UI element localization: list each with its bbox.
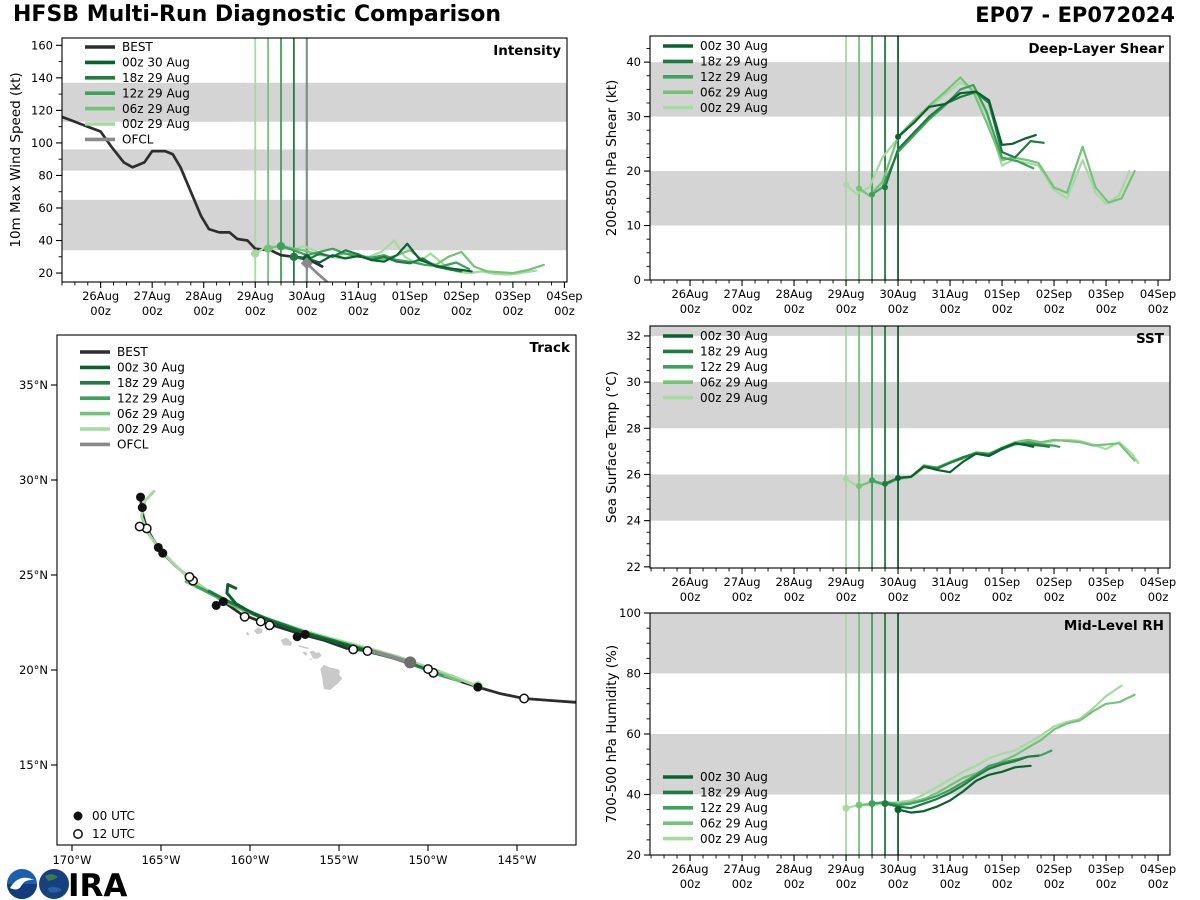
x-tick-label: 31Aug [339, 289, 377, 303]
x-tick-label-hour: 00z [679, 877, 701, 891]
x-tick-label-hour: 00z [991, 302, 1013, 316]
panel-rh [604, 606, 1176, 891]
x-tick-label: 04Sep [1139, 287, 1177, 301]
island-shape [281, 638, 292, 646]
track-BEST [141, 497, 576, 702]
legend-label-00z30: 00z 30 Aug [117, 360, 185, 375]
legend-label-18z29: 18z 29 Aug [700, 54, 768, 69]
best-fix-12utc [265, 621, 273, 629]
legend [80, 345, 185, 451]
x-tick-label: 29Aug [236, 289, 274, 303]
init-dot-06z29 [856, 802, 863, 809]
x-tick-label-hour: 00z [887, 302, 909, 316]
best-fix-12utc [363, 647, 371, 655]
best-fix-00utc [473, 683, 482, 692]
island-shape [298, 645, 309, 649]
y-tick-label: 20 [38, 266, 53, 281]
ofcl-start-dot [404, 656, 416, 668]
island-shape [254, 627, 263, 634]
x-tick-label: 04Sep [1139, 862, 1177, 876]
init-dot-06z29 [856, 483, 862, 489]
lon-tick-label: 170°W [52, 853, 92, 867]
init-dot-12z29 [869, 191, 875, 197]
y-axis-label: 200-850 hPa Shear (kt) [604, 79, 620, 237]
x-tick-label: 31Aug [931, 862, 969, 876]
panel-track [19, 335, 576, 867]
legend-label-06z29: 06z 29 Aug [700, 816, 768, 831]
y-tick-label: 20 [626, 164, 641, 179]
lat-tick-label: 25°N [19, 568, 48, 582]
best-fix-12utc [256, 617, 264, 625]
x-tick-label: 28Aug [775, 575, 813, 589]
lon-tick-label: 155°W [319, 853, 359, 867]
lon-tick-label: 150°W [408, 853, 448, 867]
x-tick-label: 26Aug [671, 862, 709, 876]
x-tick-label-hour: 00z [887, 877, 909, 891]
panel-title-intensity: Intensity [493, 43, 561, 59]
x-tick-label: 01Sep [983, 575, 1021, 589]
legend-label-00z29: 00z 29 Aug [700, 390, 768, 405]
marker-legend-open-icon [74, 830, 82, 838]
best-fix-00utc [138, 503, 147, 512]
noaa-logo [7, 869, 37, 899]
x-tick-label: 31Aug [931, 575, 969, 589]
track-00z30 [227, 585, 410, 663]
x-tick-label-hour: 00z [1043, 302, 1065, 316]
legend-label-00z30: 00z 30 Aug [700, 770, 768, 785]
panel-title-shear: Deep-Layer Shear [1028, 41, 1164, 57]
best-fix-12utc [135, 522, 143, 530]
y-tick-label: 140 [31, 70, 53, 85]
x-tick-label-hour: 00z [939, 877, 961, 891]
y-tick-label: 60 [38, 200, 53, 215]
x-tick-label-hour: 00z [731, 302, 753, 316]
lat-tick-label: 15°N [19, 758, 48, 772]
best-fix-00utc [136, 493, 145, 502]
legend-label-00z30: 00z 30 Aug [122, 55, 190, 70]
legend-label-BEST: BEST [122, 40, 153, 55]
x-tick-label-hour: 00z [991, 877, 1013, 891]
x-tick-label-hour: 00z [193, 304, 215, 318]
island-shape [320, 665, 342, 690]
y-tick-label: 60 [626, 727, 641, 741]
x-tick-label: 01Sep [391, 289, 428, 303]
x-tick-label: 29Aug [827, 575, 865, 589]
x-tick-label: 01Sep [983, 287, 1021, 301]
best-fix-12utc [424, 665, 432, 673]
x-tick-label: 27Aug [723, 287, 761, 301]
legend-label-06z29: 06z 29 Aug [700, 375, 768, 390]
init-dot-00z29 [843, 476, 849, 482]
track-OFCL [368, 650, 411, 662]
marker-legend [74, 809, 135, 841]
x-tick-label-hour: 00z [141, 304, 163, 318]
cira-logo [39, 868, 127, 900]
map-content [135, 491, 575, 702]
lon-tick-label: 160°W [230, 853, 270, 867]
lat-tick-label: 30°N [19, 473, 48, 487]
shaded-band [62, 200, 567, 250]
x-tick-label-hour: 00z [783, 877, 805, 891]
lon-tick-label: 165°W [141, 853, 181, 867]
shaded-band [62, 149, 567, 170]
x-tick-label: 02Sep [443, 289, 480, 303]
x-tick-label-hour: 00z [783, 302, 805, 316]
legend-label-18z29: 18z 29 Aug [700, 785, 768, 800]
legend-label-12z29: 12z 29 Aug [700, 801, 768, 815]
init-dot-12z29 [277, 242, 285, 250]
legend-label-00z30: 00z 30 Aug [700, 39, 768, 54]
x-tick-label-hour: 00z [90, 304, 111, 318]
x-tick-label: 26Aug [671, 287, 709, 301]
island-shape [303, 651, 308, 656]
y-tick-label: 160 [31, 38, 53, 53]
x-tick-label: 02Sep [1035, 575, 1073, 589]
y-tick-label: 80 [38, 168, 53, 183]
best-fix-12utc [349, 645, 357, 653]
island-shape [246, 632, 249, 637]
y-tick-label: 120 [31, 103, 53, 118]
y-tick-label: 80 [626, 666, 641, 681]
init-dot-00z30 [895, 475, 901, 481]
x-tick-label-hour: 00z [399, 304, 421, 318]
x-tick-label: 03Sep [1087, 862, 1125, 876]
y-tick-label: 30 [626, 375, 641, 390]
x-tick-label-hour: 00z [347, 304, 369, 318]
legend-label-00z30: 00z 30 Aug [700, 329, 768, 344]
best-fix-00utc [293, 632, 302, 641]
panel-sst [604, 326, 1176, 604]
y-tick-label: 40 [626, 55, 641, 70]
x-tick-label: 29Aug [827, 287, 865, 301]
lat-tick-label: 20°N [19, 663, 48, 677]
x-tick-label: 26Aug [82, 289, 120, 303]
y-tick-label: 20 [626, 848, 641, 862]
panel-title-sst: SST [1135, 331, 1164, 347]
x-tick-label-hour: 00z [451, 304, 472, 318]
x-tick-label: 30Aug [879, 575, 917, 589]
x-tick-label-hour: 00z [731, 590, 753, 604]
best-fix-00utc [301, 630, 310, 639]
y-tick-label: 40 [626, 787, 641, 802]
island-shape [309, 658, 311, 660]
best-fix-00utc [212, 601, 221, 610]
init-dot-00z30 [895, 806, 902, 813]
x-tick-label-hour: 00z [1095, 877, 1117, 891]
legend-label-18z29: 18z 29 Aug [122, 71, 190, 85]
y-axis-label: 700-500 hPa Humidity (%) [604, 644, 620, 824]
figure-title: HFSB Multi-Run Diagnostic Comparison [13, 2, 501, 27]
y-axis-label: Sea Surface Temp (°C) [604, 370, 620, 524]
lon-tick-label: 145°W [497, 853, 537, 867]
x-tick-label: 27Aug [133, 289, 171, 303]
best-fix-00utc [154, 543, 163, 552]
x-tick-label-hour: 00z [244, 304, 266, 318]
panel-shear [604, 36, 1176, 316]
y-axis-label: 10m Max Wind Speed (kt) [8, 72, 24, 248]
y-tick-label: 26 [626, 467, 641, 482]
legend-label-OFCL: OFCL [122, 132, 154, 147]
init-dot-00z29 [843, 805, 850, 812]
panel-title-track: Track [529, 340, 570, 356]
y-tick-label: 30 [626, 109, 641, 124]
legend-label-00z29: 00z 29 Aug [700, 831, 768, 846]
x-tick-label: 02Sep [1035, 862, 1073, 876]
y-tick-label: 10 [626, 218, 641, 233]
init-dot-00z29 [251, 249, 259, 257]
x-tick-label-hour: 00z [835, 590, 857, 604]
series-intensity-OFCL [307, 263, 330, 284]
init-dot-18z29 [882, 481, 888, 487]
x-tick-label-hour: 00z [502, 304, 524, 318]
x-tick-label: 30Aug [879, 862, 917, 876]
x-tick-label: 29Aug [827, 862, 865, 876]
x-tick-label-hour: 00z [991, 590, 1013, 604]
init-dot-12z29 [869, 800, 876, 807]
x-tick-label-hour: 00z [1147, 877, 1169, 891]
x-tick-label: 28Aug [775, 287, 813, 301]
legend-label-18z29: 18z 29 Aug [117, 376, 185, 390]
legend-label-06z29: 06z 29 Aug [700, 85, 768, 100]
init-dot-18z29 [290, 253, 298, 261]
marker-legend-label: 00 UTC [92, 809, 135, 824]
x-tick-label: 27Aug [723, 575, 761, 589]
marker-legend-label: 12 UTC [92, 827, 135, 842]
storm-id-title: EP07 - EP072024 [975, 3, 1175, 27]
x-tick-label-hour: 00z [1095, 302, 1117, 316]
x-tick-label: 03Sep [494, 289, 532, 303]
track-00z29 [141, 491, 477, 686]
init-dot-12z29 [869, 477, 875, 483]
init-dot-18z29 [882, 184, 888, 190]
y-tick-label: 0 [633, 273, 641, 287]
y-tick-label: 32 [626, 328, 641, 343]
x-tick-label: 03Sep [1087, 287, 1125, 301]
shaded-band [650, 474, 1170, 520]
x-tick-label: 28Aug [185, 289, 223, 303]
legend-label-00z29: 00z 29 Aug [122, 117, 190, 132]
panel-title-rh: Mid-Level RH [1063, 618, 1164, 634]
x-tick-label: 01Sep [983, 862, 1021, 876]
legend-label-00z29: 00z 29 Aug [700, 100, 768, 115]
x-tick-label-hour: 00z [731, 877, 753, 891]
x-tick-label: 27Aug [723, 862, 761, 876]
x-tick-label-hour: 00z [939, 302, 961, 316]
init-dot-18z29 [882, 800, 889, 807]
x-tick-label-hour: 00z [1043, 590, 1065, 604]
x-tick-label: 30Aug [879, 287, 917, 301]
y-tick-label: 100 [619, 606, 641, 620]
legend-label-12z29: 12z 29 Aug [700, 360, 768, 374]
init-dot-06z29 [264, 244, 272, 252]
x-tick-label-hour: 00z [1147, 590, 1169, 604]
x-tick-label-hour: 00z [939, 590, 961, 604]
best-fix-12utc [240, 613, 248, 621]
best-fix-12utc [185, 573, 193, 581]
legend-label-12z29: 12z 29 Aug [122, 86, 190, 101]
x-tick-label-hour: 00z [1147, 302, 1169, 316]
legend-label-06z29: 06z 29 Aug [122, 101, 190, 116]
x-tick-label-hour: 00z [679, 302, 701, 316]
x-tick-label-hour: 00z [835, 302, 857, 316]
x-tick-label-hour: 00z [554, 304, 575, 318]
x-tick-label-hour: 00z [835, 877, 857, 891]
x-tick-label: 02Sep [1035, 287, 1073, 301]
island-shape [310, 650, 322, 658]
x-tick-label: 31Aug [931, 287, 969, 301]
lat-tick-label: 35°N [19, 378, 48, 392]
init-dot-06z29 [856, 186, 862, 192]
x-tick-label-hour: 00z [1043, 877, 1065, 891]
x-tick-label: 04Sep [1139, 575, 1177, 589]
x-tick-label-hour: 00z [783, 590, 805, 604]
x-tick-label-hour: 00z [887, 590, 909, 604]
x-tick-label: 03Sep [1087, 575, 1125, 589]
legend-label-00z29: 00z 29 Aug [117, 422, 185, 437]
best-fix-12utc [520, 694, 528, 702]
footer-logos [7, 868, 127, 900]
legend-label-12z29: 12z 29 Aug [117, 391, 185, 406]
x-tick-label-hour: 00z [679, 590, 701, 604]
init-dot-00z29 [843, 182, 849, 188]
x-tick-label: 04Sep [546, 289, 583, 303]
y-tick-label: 22 [626, 559, 641, 574]
x-tick-label: 26Aug [671, 575, 709, 589]
y-tick-label: 100 [31, 135, 53, 150]
y-tick-label: 28 [626, 421, 641, 436]
legend-label-18z29: 18z 29 Aug [700, 344, 768, 359]
x-tick-label: 30Aug [288, 289, 326, 303]
x-tick-label-hour: 00z [296, 304, 318, 318]
legend-label-12z29: 12z 29 Aug [700, 70, 768, 84]
legend-label-BEST: BEST [117, 345, 148, 360]
x-tick-label-hour: 00z [1095, 590, 1117, 604]
legend-label-06z29: 06z 29 Aug [117, 406, 185, 421]
y-tick-label: 40 [38, 233, 53, 248]
marker-legend-filled-icon [74, 812, 83, 821]
y-tick-label: 24 [626, 513, 641, 528]
cira-letters: IRA [68, 868, 128, 900]
panel-intensity [8, 38, 583, 318]
legend-label-OFCL: OFCL [117, 437, 149, 452]
init-dot-00z30 [895, 134, 901, 140]
x-tick-label: 28Aug [775, 862, 813, 876]
